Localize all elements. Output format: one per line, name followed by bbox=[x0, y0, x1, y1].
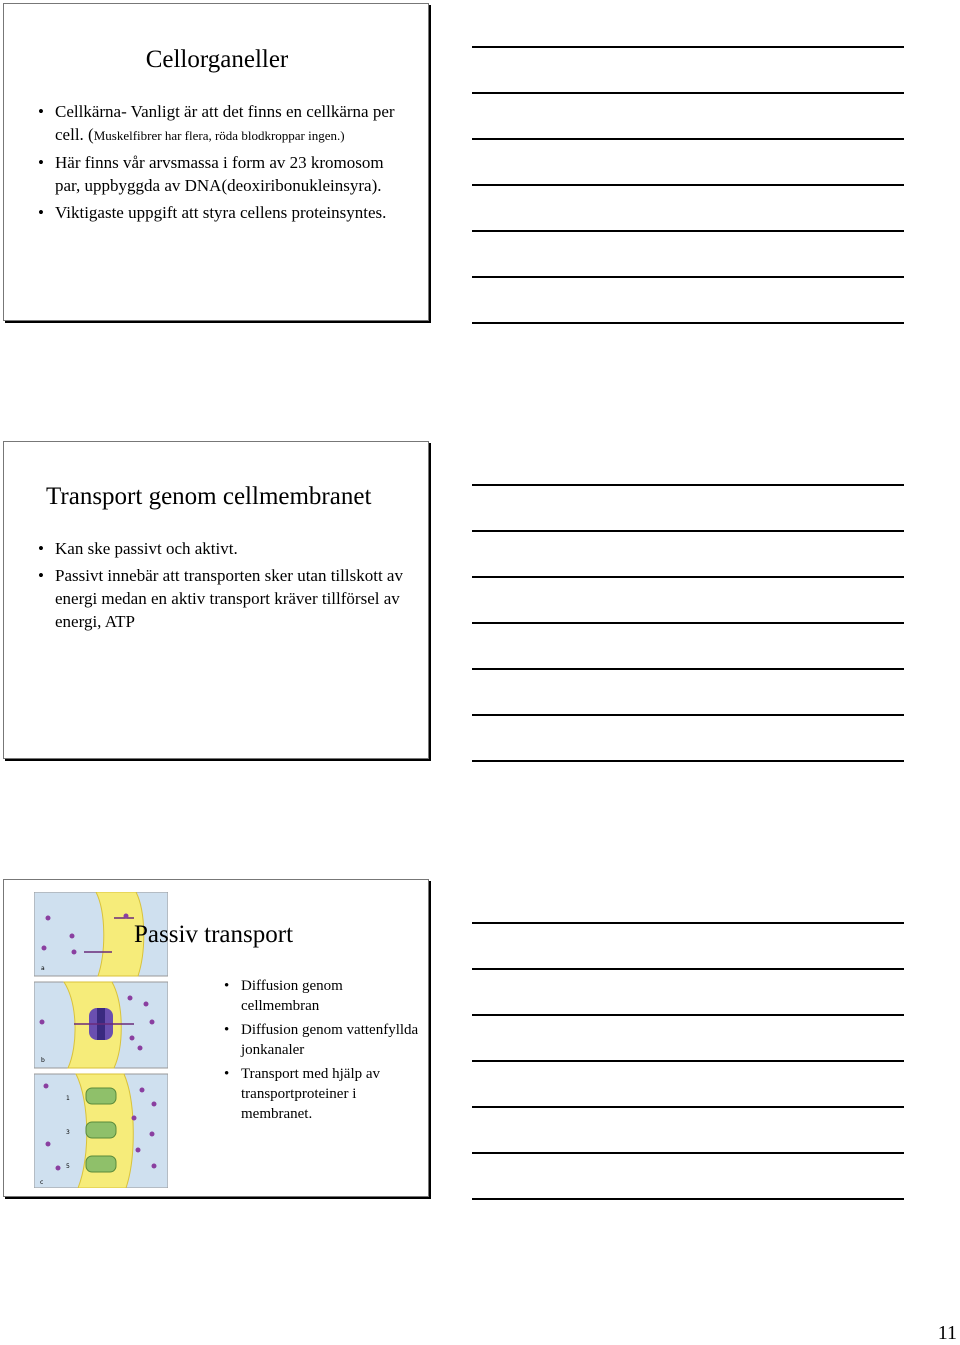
bullet-text: Här finns vår arvsmassa i form av 23 kromosom par, uppbyggda av DNA(deoxiribonukleinsyra). bbox=[55, 153, 384, 195]
note-line bbox=[472, 138, 904, 140]
note-line bbox=[472, 230, 904, 232]
note-line bbox=[472, 576, 904, 578]
panel-label: 1 bbox=[66, 1095, 70, 1102]
note-line bbox=[472, 1106, 904, 1108]
panel-ion-channel bbox=[34, 982, 168, 1068]
slide-cellorganeller bbox=[3, 3, 429, 321]
note-line bbox=[472, 714, 904, 716]
bullet-text: Transport med hjälp av transportproteiner i membranet. bbox=[241, 1066, 381, 1122]
bullet-list bbox=[38, 100, 398, 228]
note-line bbox=[472, 1198, 904, 1200]
bullet-list bbox=[38, 537, 423, 637]
note-line bbox=[472, 760, 904, 762]
bullet-item bbox=[38, 564, 423, 633]
note-line bbox=[472, 1060, 904, 1062]
panel-label: 5 bbox=[66, 1163, 70, 1170]
slide-passiv-transport bbox=[3, 879, 429, 1197]
panel-label: a bbox=[41, 965, 45, 972]
panel-label: 3 bbox=[66, 1129, 70, 1136]
bullet-item bbox=[224, 1020, 424, 1060]
note-line bbox=[472, 46, 904, 48]
bullet-text: Viktigaste uppgift att styra cellens proteinsyntes. bbox=[55, 203, 387, 222]
note-line bbox=[472, 622, 904, 624]
note-line bbox=[472, 1014, 904, 1016]
bullet-text: Diffusion genom cellmembran bbox=[241, 978, 343, 1014]
bullet-item bbox=[38, 151, 398, 197]
slide-title: Transport genom cellmembranet bbox=[46, 483, 372, 510]
bullet-text: Kan ske passivt och aktivt. bbox=[55, 539, 238, 558]
bullet-text: Passivt innebär att transporten sker utan tillskott av energi medan en aktiv transport kräver tillförsel av energi, ATP bbox=[55, 566, 403, 631]
note-line bbox=[472, 484, 904, 486]
bullet-list bbox=[224, 976, 424, 1128]
bullet-small-text: Muskelfibrer har flera, röda blodkroppar ingen.) bbox=[93, 128, 345, 143]
note-line bbox=[472, 668, 904, 670]
panel-label: b bbox=[41, 1057, 45, 1064]
note-line bbox=[472, 530, 904, 532]
bullet-item bbox=[38, 100, 398, 147]
slide-transport bbox=[3, 441, 429, 759]
note-line bbox=[472, 184, 904, 186]
bullet-item bbox=[38, 201, 398, 224]
bullet-item bbox=[224, 1064, 424, 1124]
panel-transport-protein bbox=[34, 1074, 168, 1188]
note-line bbox=[472, 922, 904, 924]
note-line bbox=[472, 92, 904, 94]
note-line bbox=[472, 1152, 904, 1154]
page-number: 11 bbox=[937, 1322, 957, 1344]
bullet-text: Cellkärna- Vanligt är att det finns en cellkärna per cell. ( bbox=[55, 102, 395, 144]
note-line bbox=[472, 322, 904, 324]
bullet-text: Diffusion genom vattenfyllda jonkanaler bbox=[241, 1022, 419, 1058]
bullet-item bbox=[38, 537, 423, 560]
bullet-item bbox=[224, 976, 424, 1016]
slide-title: Passiv transport bbox=[134, 921, 294, 948]
note-line bbox=[472, 276, 904, 278]
note-line bbox=[472, 968, 904, 970]
slide-title: Cellorganeller bbox=[145, 46, 289, 73]
panel-label: c bbox=[40, 1179, 44, 1186]
